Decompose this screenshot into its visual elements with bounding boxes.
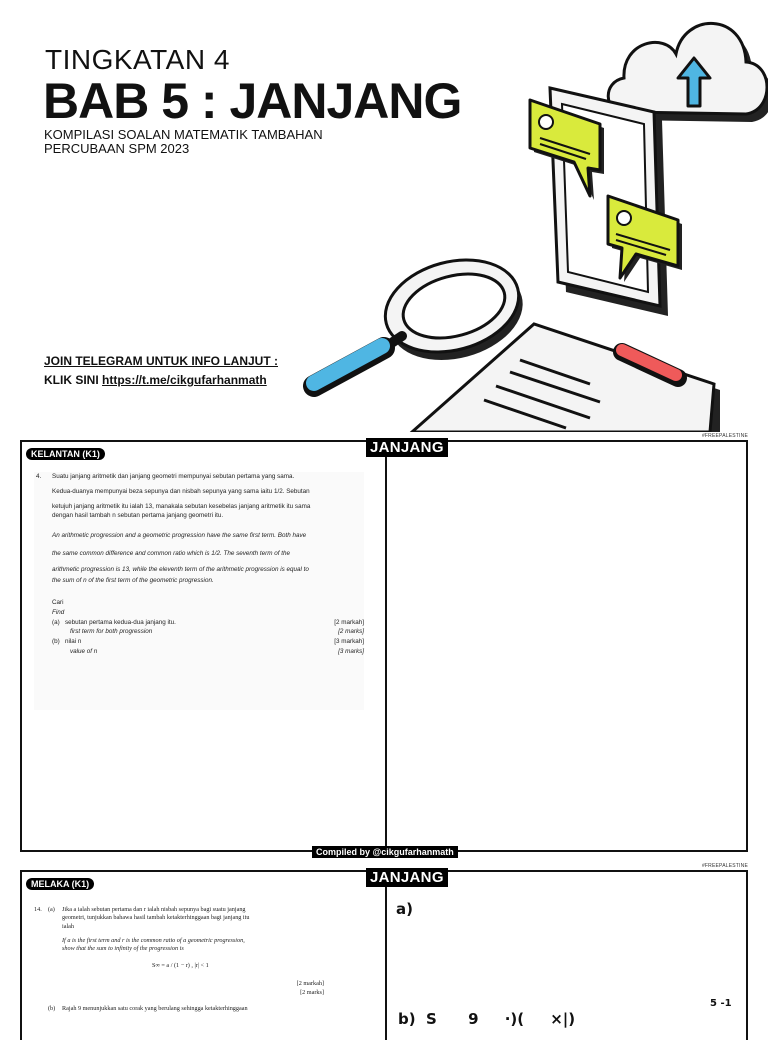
part-b-label: (b): [48, 1004, 56, 1012]
question-text-en-4: the sum of n of the first term of the geometric progression.: [52, 577, 214, 585]
marks-ms: [2 markah]: [296, 980, 324, 988]
cover-illustration: [290, 0, 768, 432]
sum-to-infinity-formula: S∞ = a / (1 − r) , |r| < 1: [152, 961, 209, 969]
part-a-en: [52, 627, 364, 637]
find-label: Find: [52, 608, 65, 616]
part-a-label: (a): [52, 618, 60, 626]
question-number: 4.: [36, 473, 42, 480]
part-a-text-ms-3: ialah: [62, 922, 75, 930]
part-b-ms: [52, 637, 364, 647]
free-palestine-tag: #FREEPALESTINE: [701, 863, 748, 869]
question-text-ms-3: ketujuh janjang aritmetik itu ialah 13, manakala sebutan kesebelas janjang aritmetik itu sama: [52, 502, 311, 510]
worksheet-page-1: [20, 440, 748, 852]
cover-page: [0, 0, 768, 432]
part-a-text-en: first term for both progression: [70, 628, 153, 636]
question-text-ms-4: dengan hasil tambah n sebutan pertama janjang geometri itu.: [52, 512, 224, 520]
part-a-text-ms: sebutan pertama kedua-dua janjang itu.: [64, 618, 176, 626]
part-a-label: (a): [48, 906, 55, 913]
region-badge: MELAKA (K1): [26, 878, 94, 890]
part-a-marks-ms: [2 markah]: [334, 618, 364, 626]
sheet-title: JANJANG: [366, 868, 448, 887]
question-box: [34, 472, 364, 710]
question-text-ms-1: Suatu janjang aritmetik dan janjang geometri mempunyai sebutan pertama yang sama.: [52, 473, 295, 480]
part-b-label: (b): [52, 638, 60, 645]
handwritten-answer-b: b) S 9 ·)( ×|): [398, 1010, 576, 1028]
cari-label: Cari: [52, 599, 64, 606]
free-palestine-tag: #FREEPALESTINE: [701, 433, 748, 439]
part-a-text-ms-1: Jika a ialah sebutan pertama dan r ialah nisbah sepunya bagi suatu janjang: [62, 906, 246, 913]
marks-en: [2 marks]: [300, 988, 324, 996]
cover-title: BAB 5 : JANJANG: [43, 73, 462, 129]
question-number: 14.: [34, 906, 42, 913]
handwritten-exponent: 5 -1: [710, 998, 732, 1009]
telegram-link[interactable]: https://t.me/cikgufarhanmath: [102, 373, 267, 387]
part-a-marks-en: [2 marks]: [338, 628, 364, 636]
cover-subtitle: TINGKATAN 4: [45, 44, 230, 75]
region-badge: KELANTAN (K1): [26, 448, 105, 460]
part-b-marks-en: [3 marks]: [338, 647, 364, 655]
cover-desc-line2: PERCUBAAN SPM 2023: [44, 141, 190, 156]
part-a-text-en-1: If a is the first term and r is the common ratio of a geometric progression,: [62, 937, 245, 945]
worksheet-page-2: [20, 870, 748, 1040]
cover-desc-line1: KOMPILASI SOALAN MATEMATIK TAMBAHAN: [44, 127, 323, 142]
telegram-link-line: [44, 373, 267, 387]
part-a-text-en-2: show that the sum to infinity of the progression is: [62, 945, 184, 953]
part-b-text-en: value of n: [70, 647, 98, 655]
part-b-en: [52, 647, 364, 657]
part-b-text-ms: Rajah 9 menunjukkan satu corak yang berulang sehingga ketakterhinggaan: [62, 1004, 248, 1012]
question-text-en-1: An arithmetic progression and a geometric progression have the same first term. Both have: [52, 532, 307, 539]
column-divider: [385, 872, 387, 1040]
sheet-title: JANJANG: [366, 438, 448, 457]
part-a-text-ms-2: geometri, tunjukkan bahawa hasil tambah ketakterhinggaan bagi janjang itu: [62, 914, 250, 922]
question-text-en-3: arithmetic progression is 13, while the eleventh term of the arithmetic progression is equal to: [52, 565, 309, 573]
question-text-ms-2: Kedua-duanya mempunyai beza sepunya dan nisbah sepunya yang sama iaitu 1/2. Sebutan: [52, 487, 310, 495]
join-telegram-text: JOIN TELEGRAM UNTUK INFO LANJUT :: [44, 354, 278, 368]
part-b-marks-ms: [3 markah]: [334, 638, 364, 645]
part-a-ms: [52, 618, 364, 628]
question-text-en-2: the same common difference and common ratio which is 1/2. The seventh term of the: [52, 549, 290, 557]
question-box: [34, 906, 324, 1013]
click-here-label: KLIK SINI: [44, 373, 103, 387]
part-b-text-ms: nilai n: [64, 638, 82, 645]
handwritten-answer-a: a): [396, 900, 413, 918]
column-divider: [385, 442, 387, 850]
compiled-by-label: Compiled by @cikgufarhanmath: [312, 846, 458, 858]
